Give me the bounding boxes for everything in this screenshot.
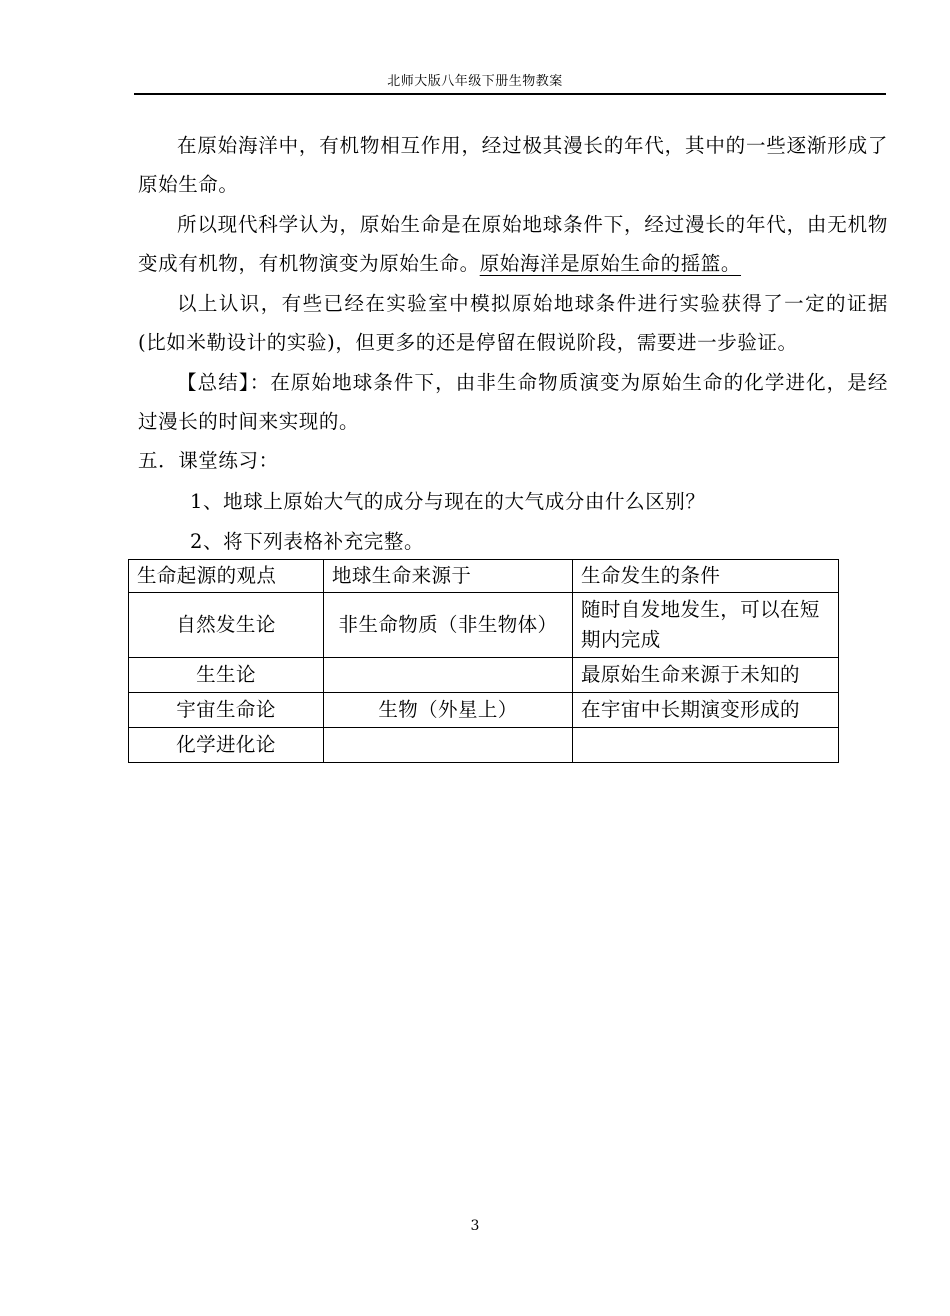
table-row bbox=[129, 658, 839, 693]
table-header-cell: 生命发生的条件 bbox=[573, 560, 839, 593]
table-cell: 化学进化论 bbox=[129, 728, 324, 763]
table-cell bbox=[324, 728, 573, 763]
table-header-cell: 地球生命来源于 bbox=[324, 560, 573, 593]
paragraph-modern-science bbox=[138, 205, 888, 283]
table-header-row bbox=[129, 560, 839, 593]
table-cell: 生生论 bbox=[129, 658, 324, 693]
table-cell: 生物（外星上） bbox=[324, 693, 573, 728]
summary-label: 【总结】 bbox=[177, 371, 250, 394]
table-cell bbox=[324, 658, 573, 693]
table-cell: 随时自发地发生，可以在短期内完成 bbox=[573, 593, 839, 658]
paragraph-summary bbox=[138, 363, 888, 441]
table-cell: 非生命物质（非生物体） bbox=[324, 593, 573, 658]
exercise-question-1: 1、地球上原始大气的成分与现在的大气成分由什么区别？ bbox=[190, 490, 706, 513]
header-divider bbox=[134, 93, 886, 95]
page-header-title: 北师大版八年级下册生物教案 bbox=[387, 74, 563, 89]
table-header-cell: 生命起源的观点 bbox=[129, 560, 324, 593]
table-cell: 在宇宙中长期演变形成的 bbox=[573, 693, 839, 728]
paragraph-primitive-ocean: 在原始海洋中，有机物相互作用，经过极其漫长的年代，其中的一些逐渐形成了原始生命。 bbox=[138, 134, 888, 196]
exercise-heading: 五．课堂练习： bbox=[138, 449, 279, 472]
table-cell bbox=[573, 728, 839, 763]
paragraph-modern-science-text: 所以现代科学认为，原始生命是在原始地球条件下，经过漫长的年代，由无机物变成有机物，有机物演变为原始生命。 bbox=[138, 213, 888, 275]
table-cell: 最原始生命来源于未知的 bbox=[573, 658, 839, 693]
page-number: 3 bbox=[470, 1218, 480, 1234]
paragraph-experiments: 以上认识，有些已经在实验室中模拟原始地球条件进行实验获得了一定的证据(比如米勒设计的实验)，但更多的还是停留在假说阶段，需要进一步验证。 bbox=[138, 292, 888, 354]
table-row bbox=[129, 693, 839, 728]
origin-of-life-table bbox=[128, 559, 839, 763]
table-row bbox=[129, 593, 839, 658]
table-cell: 自然发生论 bbox=[129, 593, 324, 658]
table-row bbox=[129, 728, 839, 763]
table-cell: 宇宙生命论 bbox=[129, 693, 324, 728]
underlined-conclusion: 原始海洋是原始生命的摇篮。 bbox=[479, 252, 742, 275]
summary-text: ：在原始地球条件下，由非生命物质演变为原始生命的化学进化，是经过漫长的时间来实现的。 bbox=[138, 371, 888, 433]
exercise-question-2: 2、将下列表格补充完整。 bbox=[190, 530, 425, 553]
